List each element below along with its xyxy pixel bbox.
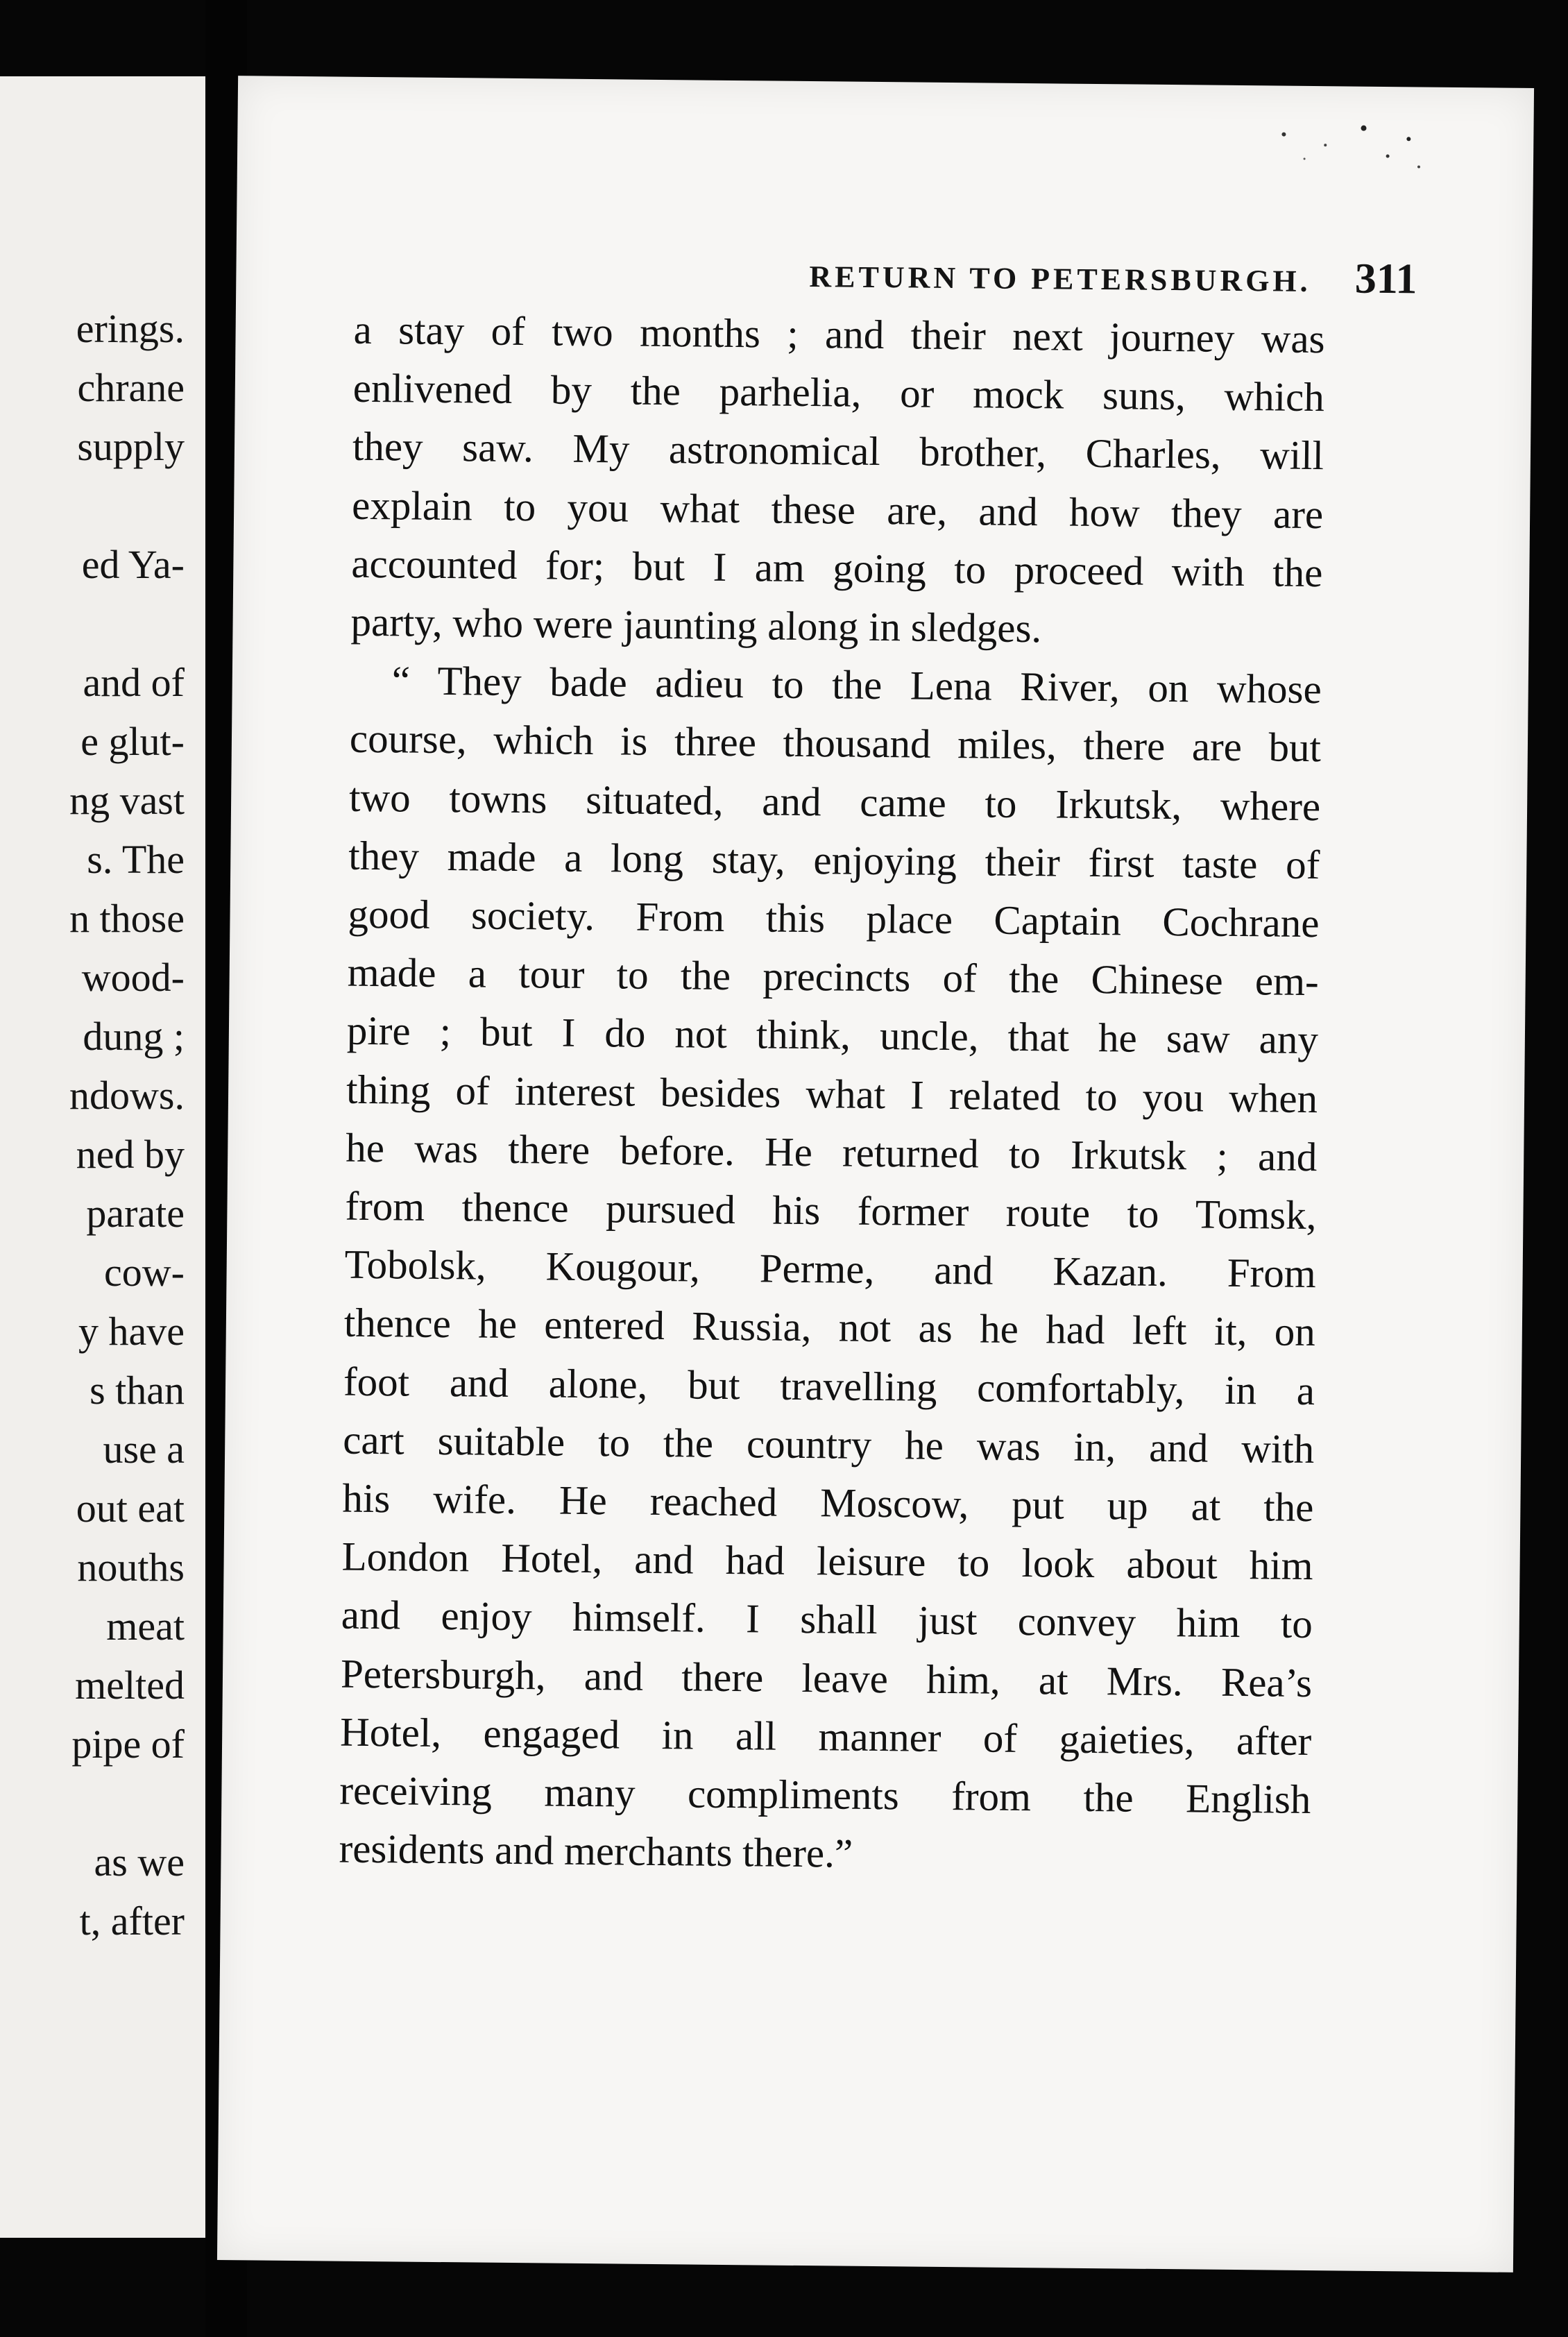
- left-line-fragment: t, after: [79, 1898, 185, 1944]
- left-line-fragment: use a: [103, 1427, 185, 1472]
- text-line: Tobolsk, Kougour, Perme, and Kazan. From: [344, 1241, 1316, 1297]
- previous-page-edge: [0, 76, 207, 2238]
- left-line-fragment: s. The: [87, 837, 185, 882]
- left-line-fragment: pipe of: [71, 1722, 185, 1767]
- left-line-fragment: e glut-: [80, 719, 185, 764]
- left-line-fragment: n those: [69, 896, 185, 941]
- left-line-fragment: melted: [75, 1663, 185, 1708]
- left-line-fragment: cow-: [104, 1250, 185, 1295]
- text-line: Petersburgh, and there leave him, at Mrs. Rea’s: [340, 1650, 1313, 1706]
- text-line: thence he entered Russia, not as he had left it, on: [343, 1300, 1316, 1355]
- text-line: pire ; but I do not think, uncle, that he saw any: [346, 1008, 1319, 1063]
- left-line-fragment: parate: [86, 1191, 185, 1236]
- text-line: from thence pursued his former route to Tomsk,: [345, 1182, 1317, 1239]
- paper-specks: [1242, 106, 1451, 192]
- text-line: “ They bade adieu to the Lena River, on whose: [391, 657, 1322, 713]
- text-line: party, who were jaunting along in sledges.: [350, 598, 1042, 652]
- text-line: Hotel, engaged in all manner of gaieties, after: [339, 1708, 1312, 1764]
- left-line-fragment: ed Ya-: [81, 542, 185, 587]
- text-line: made a tour to the precincts of the Chinese em-: [347, 949, 1320, 1005]
- text-line: residents and merchants there.”: [339, 1825, 853, 1877]
- left-line-fragment: dung ;: [83, 1014, 185, 1059]
- left-line-fragment: nouths: [77, 1545, 185, 1590]
- running-head: [555, 247, 1422, 304]
- left-line-fragment: out eat: [76, 1486, 185, 1531]
- text-line: they saw. My astronomical brother, Charles, will: [352, 423, 1324, 479]
- left-line-fragment: and of: [83, 660, 185, 705]
- page-number: 311: [1354, 255, 1417, 303]
- text-line: accounted for; but I am going to proceed with the: [351, 540, 1323, 595]
- running-title: RETURN TO PETERSBURGH.: [809, 260, 1311, 298]
- text-line: good society. From this place Captain Cochrane: [348, 890, 1320, 946]
- left-line-fragment: supply: [77, 424, 185, 469]
- text-line: and enjoy himself. I shall just convey him to: [341, 1592, 1313, 1647]
- text-line: a stay of two months ; and their next journey was: [353, 306, 1325, 362]
- left-line-fragment: s than: [90, 1368, 185, 1413]
- text-line: he was there before. He returned to Irkutsk ; and: [346, 1124, 1318, 1180]
- left-line-fragment: ng vast: [69, 778, 185, 823]
- text-line: explain to you what these are, and how they are: [351, 482, 1324, 537]
- text-line: his wife. He reached Moscow, put up at the: [342, 1475, 1314, 1531]
- left-line-fragment: wood-: [81, 955, 185, 1000]
- body-text: [339, 300, 1325, 1887]
- text-line: foot and alone, but travelling comfortably, in a: [343, 1358, 1315, 1413]
- left-line-fragment: ndows.: [69, 1073, 185, 1118]
- left-line-fragment: chrane: [77, 365, 185, 410]
- text-line: London Hotel, and had leisure to look about him: [341, 1533, 1313, 1589]
- text-line: course, which is three thousand miles, there are but: [349, 715, 1322, 771]
- left-line-fragment: meat: [106, 1604, 185, 1649]
- book-page: [217, 76, 1534, 2272]
- text-line: they made a long stay, enjoying their first taste of: [348, 832, 1320, 887]
- left-line-fragment: as we: [94, 1839, 185, 1885]
- text-line: cart suitable to the country he was in, and with: [342, 1416, 1315, 1472]
- text-line: enlivened by the parhelia, or mock suns, which: [352, 364, 1325, 420]
- left-line-fragment: ned by: [76, 1132, 185, 1177]
- text-line: thing of interest besides what I related to you when: [346, 1066, 1318, 1121]
- left-line-fragment: y have: [78, 1309, 185, 1354]
- text-line: two towns situated, and came to Irkutsk, where: [348, 774, 1321, 829]
- text-line: receiving many compliments from the English: [339, 1767, 1311, 1823]
- left-line-fragment: erings.: [76, 306, 185, 351]
